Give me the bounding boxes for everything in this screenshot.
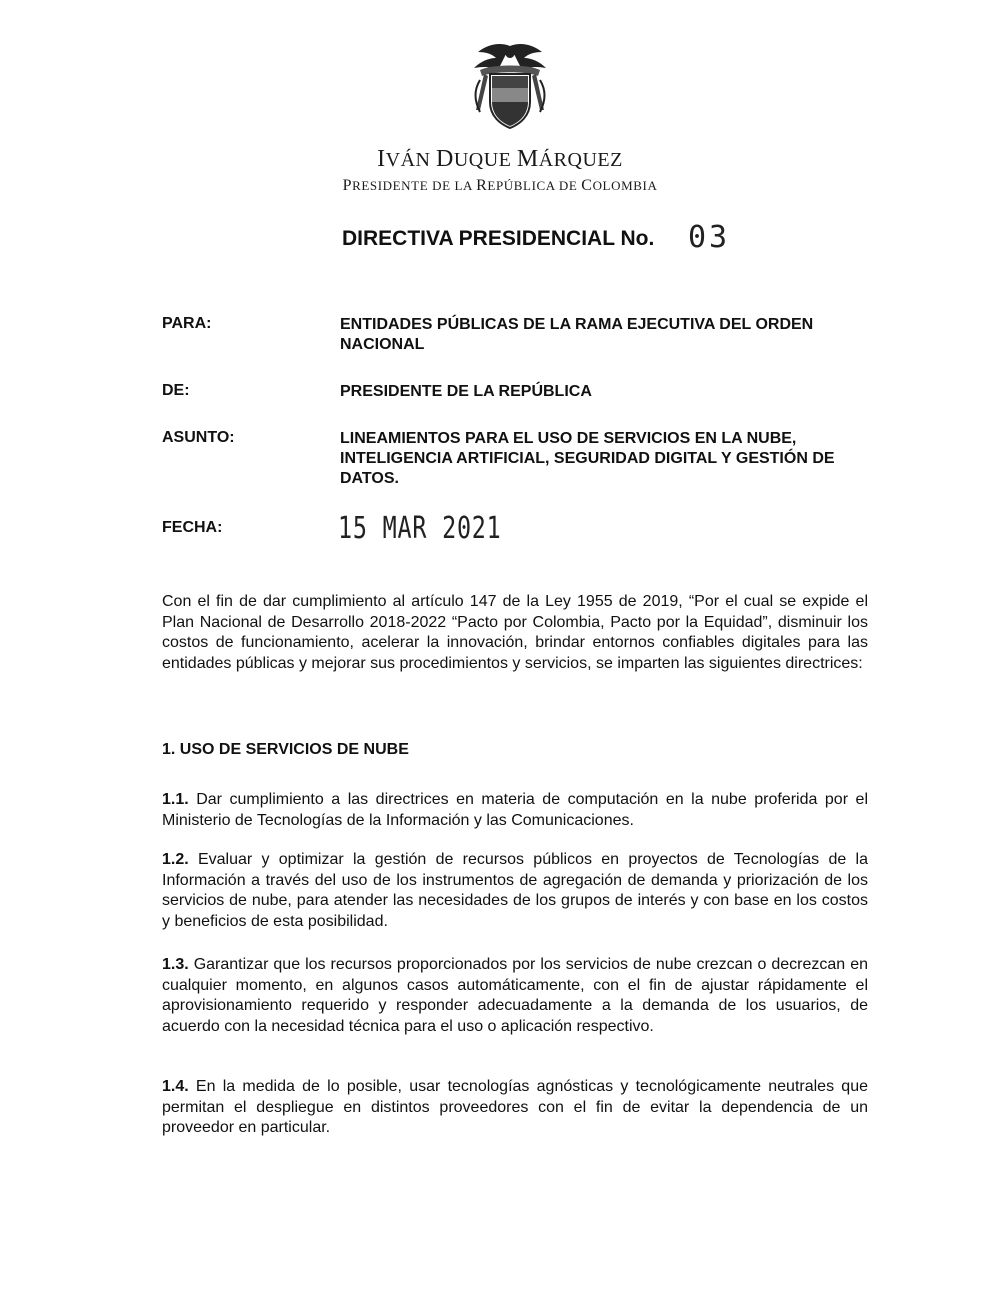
directive-title: DIRECTIVA PRESIDENCIAL No. [342, 227, 655, 250]
fecha-stamp: 15 MAR 2021 [338, 511, 502, 546]
president-name: IVÁN DUQUE MÁRQUEZ [377, 146, 623, 172]
item-number: 1.4. [162, 1078, 189, 1095]
asunto-label: ASUNTO: [162, 429, 235, 446]
de-value: PRESIDENTE DE LA REPÚBLICA [340, 383, 592, 400]
item-text: Evaluar y optimizar la gestión de recursos públicos en proyectos de Tecnologías de la Información a través del uso de los instrumentos de agregación de demanda y priorización de los servicios de nube, para atender las necesidades de los grupos de interés y con base en los costos y beneficios de esta posibilidad. [162, 851, 868, 930]
item-text: Dar cumplimiento a las directrices en materia de computación en la nube proferida por el Ministerio de Tecnologías de la Información y las Comunicaciones. [162, 791, 869, 829]
item-1-3 [162, 955, 868, 1037]
para-label: PARA: [162, 315, 212, 332]
item-1-2 [162, 850, 868, 932]
item-number: 1.1. [162, 791, 189, 808]
item-text: En la medida de lo posible, usar tecnologías agnósticas y tecnológicamente neutrales que permitan el despliegue en distintos proveedores con el fin de evitar la dependencia de un proveedor en particular. [162, 1078, 868, 1136]
de-label: DE: [162, 382, 190, 399]
item-1-4 [162, 1077, 868, 1139]
item-text: Garantizar que los recursos proporcionados por los servicios de nube crezcan o decrezcan en cualquier momento, en algunos casos automáticamente, con el fin de ajustar rápidamente el aprovisionamiento requerido y responder adecuadamente a la demanda de los usuarios, de acuerdo con la necesidad técnica para el uso o aplicación respectivo. [162, 956, 868, 1035]
president-role: PRESIDENTE DE LA REPÚBLICA DE COLOMBIA [342, 177, 658, 194]
asunto-value: LINEAMIENTOS PARA EL USO DE SERVICIOS EN LA NUBE, INTELIGENCIA ARTIFICIAL, SEGURIDAD DIGITAL Y GESTIÓN DE DATOS. [340, 430, 835, 487]
item-1-1 [162, 790, 868, 831]
item-number: 1.3. [162, 956, 189, 973]
section-1-title: 1. USO DE SERVICIOS DE NUBE [162, 741, 409, 758]
item-number: 1.2. [162, 851, 189, 868]
coat-of-arms-icon [470, 40, 550, 132]
fecha-label: FECHA: [162, 519, 223, 536]
intro-paragraph: Con el fin de dar cumplimiento al artículo 147 de la Ley 1955 de 2019, “Por el cual se expide el Plan Nacional de Desarrollo 2018-2022 “Pacto por Colombia, Pacto por la Equidad”, disminuir los costos de funcionamiento, acelerar la innovación, brindar entornos confiables digitales para las entidades públicas y mejorar sus procedimientos y servicios, se imparten las siguientes directrices: [162, 593, 868, 672]
para-value: ENTIDADES PÚBLICAS DE LA RAMA EJECUTIVA DEL ORDEN NACIONAL [340, 316, 814, 353]
directive-number: 03 [688, 220, 731, 255]
